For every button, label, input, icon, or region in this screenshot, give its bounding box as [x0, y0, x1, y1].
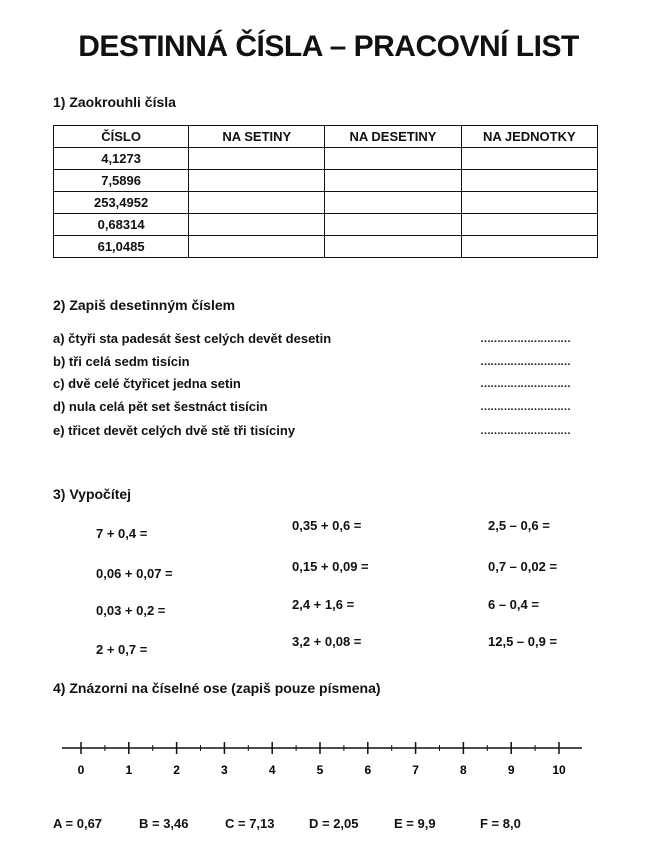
calc-problem: 6 – 0,4 =: [488, 597, 539, 612]
exercise-item-e: e) třicet devět celých dvě stě tři tisíciny: [53, 423, 296, 438]
calc-problem: 0,7 – 0,02 =: [488, 559, 558, 574]
exercise-item-d: d) nula celá pět set šestnáct tisícin: [53, 399, 268, 414]
calc-problem: 2,4 + 1,6 =: [292, 597, 355, 612]
point-label-b: B = 3,46: [139, 816, 189, 831]
number-cell: 61,0485: [54, 236, 189, 258]
answer-cell[interactable]: [325, 192, 461, 214]
answer-cell[interactable]: [325, 148, 461, 170]
table-row: [54, 214, 598, 236]
number-line-tick-label: 5: [316, 763, 324, 777]
answer-blank-b[interactable]: ………………………: [480, 356, 570, 368]
calc-problem: 0,35 + 0,6 =: [292, 518, 362, 533]
table-row: [54, 148, 598, 170]
number-line-tick-label: 10: [552, 763, 566, 777]
header-cislo: ČÍSLO: [54, 126, 189, 148]
exercise-item-a: a) čtyři sta padesát šest celých devět desetin: [53, 331, 332, 346]
point-label-f: F = 8,0: [480, 816, 521, 831]
point-label-a: A = 0,67: [53, 816, 103, 831]
answer-cell[interactable]: [189, 236, 325, 258]
table-row: [54, 192, 598, 214]
section-2-heading: 2) Zapiš desetinným číslem: [53, 297, 236, 313]
number-line-tick-label: 4: [268, 763, 276, 777]
number-line-tick-label: 6: [364, 763, 372, 777]
answer-cell[interactable]: [189, 192, 325, 214]
answer-blank-d[interactable]: ………………………: [480, 401, 570, 413]
answer-cell[interactable]: [325, 236, 461, 258]
calc-problem: 0,15 + 0,09 =: [292, 559, 369, 574]
answer-cell[interactable]: [189, 170, 325, 192]
calc-problem: 0,06 + 0,07 =: [96, 566, 173, 581]
number-line-tick-label: 2: [173, 763, 180, 777]
answer-cell[interactable]: [461, 170, 597, 192]
answer-cell[interactable]: [325, 170, 461, 192]
calc-problem: 3,2 + 0,08 =: [292, 634, 362, 649]
answer-cell[interactable]: [189, 148, 325, 170]
header-na-desetiny: NA DESETINY: [325, 126, 461, 148]
answer-blank-e[interactable]: ………………………: [480, 425, 570, 437]
rounding-table: [53, 125, 598, 258]
section-3-heading: 3) Vypočítej: [53, 486, 132, 502]
answer-cell[interactable]: [461, 192, 597, 214]
number-cell: 253,4952: [54, 192, 189, 214]
answer-cell[interactable]: [461, 214, 597, 236]
calc-problem: 7 + 0,4 =: [96, 526, 148, 541]
number-line-tick-label: 9: [507, 763, 515, 777]
point-label-d: D = 2,05: [309, 816, 359, 831]
table-header-row: [54, 126, 598, 148]
header-na-jednotky: NA JEDNOTKY: [461, 126, 597, 148]
calc-problem: 0,03 + 0,2 =: [96, 603, 166, 618]
number-line-tick-label: 1: [125, 763, 133, 777]
table-row: [54, 236, 598, 258]
calc-problem: 12,5 – 0,9 =: [488, 634, 558, 649]
section-4-heading: 4) Znázorni na číselné ose (zapiš pouze písmena): [53, 680, 381, 696]
exercise-item-c: c) dvě celé čtyřicet jedna setin: [53, 376, 241, 391]
number-line-tick-label: 7: [412, 763, 419, 777]
calc-problem: 2,5 – 0,6 =: [488, 518, 550, 533]
answer-blank-a[interactable]: ………………………: [480, 333, 570, 345]
number-line-tick-label: 8: [460, 763, 467, 777]
number-line: [0, 735, 657, 785]
table-row: [54, 170, 598, 192]
answer-cell[interactable]: [461, 236, 597, 258]
number-cell: 7,5896: [54, 170, 189, 192]
exercise-item-b: b) tři celá sedm tisícin: [53, 354, 190, 369]
point-label-c: C = 7,13: [225, 816, 275, 831]
point-label-e: E = 9,9: [394, 816, 436, 831]
section-1-heading: 1) Zaokrouhli čísla: [53, 94, 176, 110]
answer-blank-c[interactable]: ………………………: [480, 378, 570, 390]
answer-cell[interactable]: [325, 214, 461, 236]
number-line-tick-label: 3: [221, 763, 228, 777]
page-title: DESTINNÁ ČÍSLA – PRACOVNÍ LIST: [78, 30, 579, 63]
number-line-tick-label: 0: [77, 763, 85, 777]
number-cell: 4,1273: [54, 148, 189, 170]
answer-cell[interactable]: [189, 214, 325, 236]
header-na-setiny: NA SETINY: [189, 126, 325, 148]
calc-problem: 2 + 0,7 =: [96, 642, 148, 657]
number-cell: 0,68314: [54, 214, 189, 236]
answer-cell[interactable]: [461, 148, 597, 170]
